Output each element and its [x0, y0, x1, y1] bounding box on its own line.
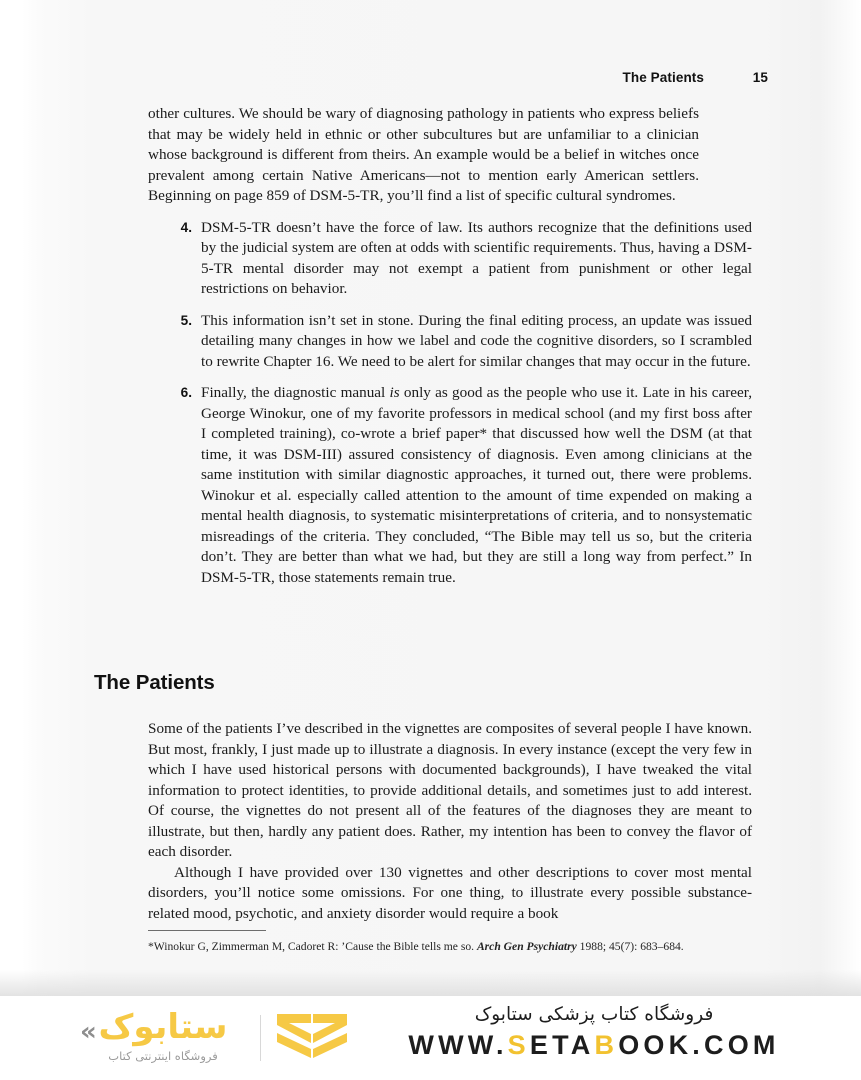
list-item-text-part-2: only as good as the people who use it. Late in his career, George Winokur, one of my favorite professors in medical school (and my first boss after I completed training), co-wrote a brief paper* that discussed how well the DSM (at that time, it was DSM-III) assured consistency of diagnosis. Even among clinicians at the same institution with similar diagnostic approaches, it turned out, there were problems. Winokur et al. especially called attention to the amount of time expended on making a mental health diagnosis, to systematic misinterpretations of criteria, and to nonsystematic misreadings of the criteria. They concluded, “The Bible may tell us so, but the criteria don’t. They are better than what we had, but they are still a long way from perfect.” In DSM-5-TR, those statements remain true. — [201, 384, 752, 586]
wordmark-persian-text — [78, 1005, 248, 1049]
list-item-number: 4. — [180, 219, 192, 235]
list-item-text — [201, 383, 752, 588]
continuation-paragraph: other cultures. We should be wary of diagnosing pathology in patients who express beliefs that may be widely held in ethnic or other subcultures but are unfamiliar to a clinician whose background is different from theirs. An example would be a belief in witches once prevalent among certain Native Americans—not to mention early American settlers. Beginning on page 859 of DSM-5-TR, you’ll find a list of specific cultural syndromes. — [148, 105, 699, 204]
footnote-separator-rule — [148, 930, 266, 931]
brand-text-group[interactable] — [379, 1002, 809, 1061]
emphasized-word: is — [389, 384, 400, 401]
list-item — [148, 218, 752, 300]
footnote-authors: *Winokur G, Zimmerman M, Cadoret R: ’Cause the Bible tells me so. — [148, 940, 477, 953]
list-item — [148, 311, 752, 373]
main-text-column — [148, 104, 752, 588]
setabook-wordmark-logo — [78, 1003, 248, 1073]
url-part-ook-com: OOK.COM — [618, 1030, 780, 1060]
footnote — [148, 930, 752, 955]
footnote-text — [148, 939, 752, 955]
footnote-citation-tail: 1988; 45(7): 683–684. — [576, 940, 684, 953]
list-item-number: 5. — [180, 312, 192, 328]
url-part-b: B — [594, 1030, 619, 1060]
wordmark-subtitle: فروشگاه اینترنتی کتاب — [108, 1049, 218, 1063]
list-item-number: 6. — [180, 385, 192, 400]
page-number: 15 — [752, 70, 768, 85]
setabook-chevron-mark-icon — [275, 1012, 349, 1064]
branding-footer — [0, 996, 861, 1080]
section-paragraph-1: Some of the patients I’ve described in the vignettes are composites of several people I have known. But most, frankly, I just made up to illustrate a diagnosis. In every instance (except the very few in which I have used historical persons with documented backgrounds), I have tweaked the vital information to protect identities, to provide additional details, and sometimes just to add interest. Of course, the vignettes do not present all of the features of the diagnoses they are meant to illustrate, but then, hardly any patient does. Rather, my intention has been to convey the flavor of each disorder. — [148, 720, 752, 860]
double-chevron-icon: « — [80, 1017, 97, 1047]
section-heading: The Patients — [94, 671, 215, 694]
list-item-text: DSM-5-TR doesn’t have the force of law. Its authors recognize that the definitions used by the judicial system are often at odds with scientific requirements. Thus, having a DSM-5-TR mental disorder may not exempt a patient from punishment or other legal restrictions on behavior. — [201, 218, 752, 297]
url-part-eta: ETA — [529, 1030, 595, 1060]
brand-tagline-persian: فروشگاه کتاب پزشکی ستابوک — [474, 1004, 714, 1025]
running-head-title: The Patients — [622, 70, 704, 85]
footnote-journal-name: Arch Gen Psychiatry — [476, 940, 577, 953]
url-part-s: S — [507, 1030, 530, 1060]
section-text-column — [148, 719, 752, 924]
url-part-www: WWW. — [408, 1030, 508, 1060]
list-item-text: This information isn’t set in stone. During the final editing process, an update was issued detailing many changes in how we label and code the cognitive disorders, so I scrambled to rewrite Chapter 16. We need to be alert for similar changes that may occur in the future. — [201, 311, 752, 370]
numbered-list — [148, 218, 752, 589]
wordmark-segment-yellow: ستابوک — [98, 1007, 228, 1047]
list-item — [148, 383, 752, 588]
list-item-text-part-1: Finally, the diagnostic manual — [201, 384, 390, 401]
running-head — [0, 70, 768, 85]
logo-divider — [260, 1015, 261, 1061]
brand-website-url[interactable] — [379, 1030, 809, 1061]
brand-logo-group[interactable] — [78, 1000, 368, 1076]
section-paragraph-2: Although I have provided over 130 vignettes and other descriptions to cover most mental disorders, you’ll notice some omissions. For one thing, to illustrate every possible substance-related mood, psychotic, and anxiety disorder would require a book — [148, 863, 752, 922]
